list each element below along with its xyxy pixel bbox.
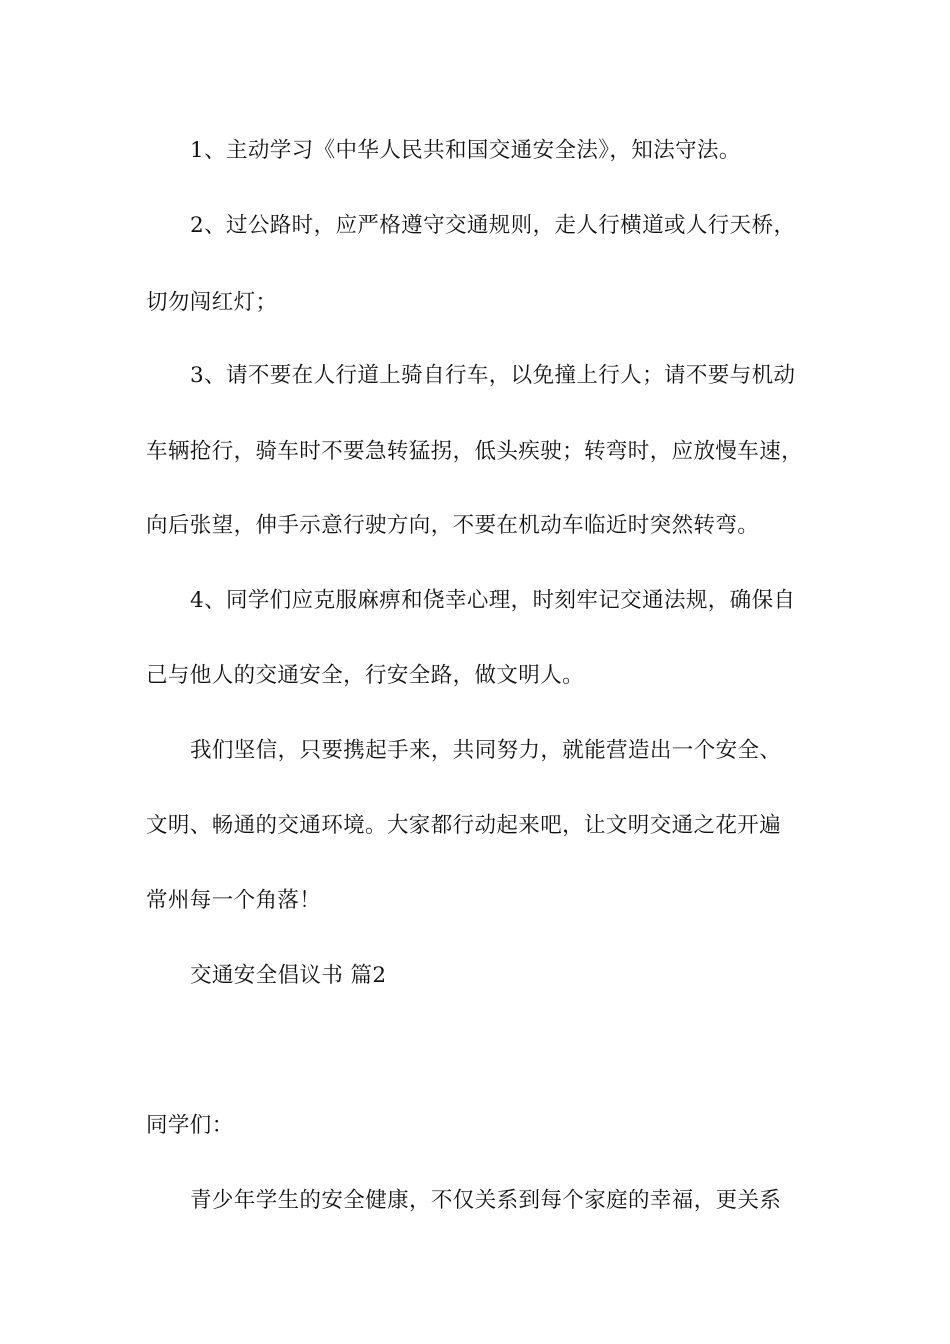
paragraph-rule-2-line-1: 2、过公路时，应严格遵守交通规则，走人行横道或人行天桥， — [190, 213, 796, 238]
paragraph-conclusion-line-1: 我们坚信，只要携起手来，共同努力，就能营造出一个安全、 — [190, 738, 782, 763]
paragraph-rule-3-line-1: 3、请不要在人行道上骑自行车，以免撞上行人；请不要与机动 — [190, 363, 796, 388]
paragraph-conclusion-line-3: 常州每一个角落！ — [146, 888, 322, 913]
paragraph-rule-2-line-2: 切勿闯红灯； — [146, 290, 278, 315]
paragraph-intro-line-1: 青少年学生的安全健康，不仅关系到每个家庭的幸福，更关系 — [190, 1188, 782, 1213]
paragraph-rule-1: 1、主动学习《中华人民共和国交通安全法》，知法守法。 — [190, 138, 741, 163]
section-heading: 交通安全倡议书 篇2 — [190, 963, 387, 988]
paragraph-rule-3-line-3: 向后张望，伸手示意行驶方向，不要在机动车临近时突然转弯。 — [146, 513, 760, 538]
paragraph-conclusion-line-2: 文明、畅通的交通环境。大家都行动起来吧，让文明交通之花开遍 — [146, 813, 782, 838]
paragraph-rule-4-line-2: 己与他人的交通安全，行安全路，做文明人。 — [146, 663, 585, 688]
paragraph-rule-3-line-2: 车辆抢行，骑车时不要急转猛拐，低头疾驶；转弯时，应放慢车速， — [146, 439, 804, 464]
salutation: 同学们： — [146, 1113, 234, 1138]
paragraph-rule-4-line-1: 4、同学们应克服麻痹和侥幸心理，时刻牢记交通法规，确保自 — [190, 588, 796, 613]
